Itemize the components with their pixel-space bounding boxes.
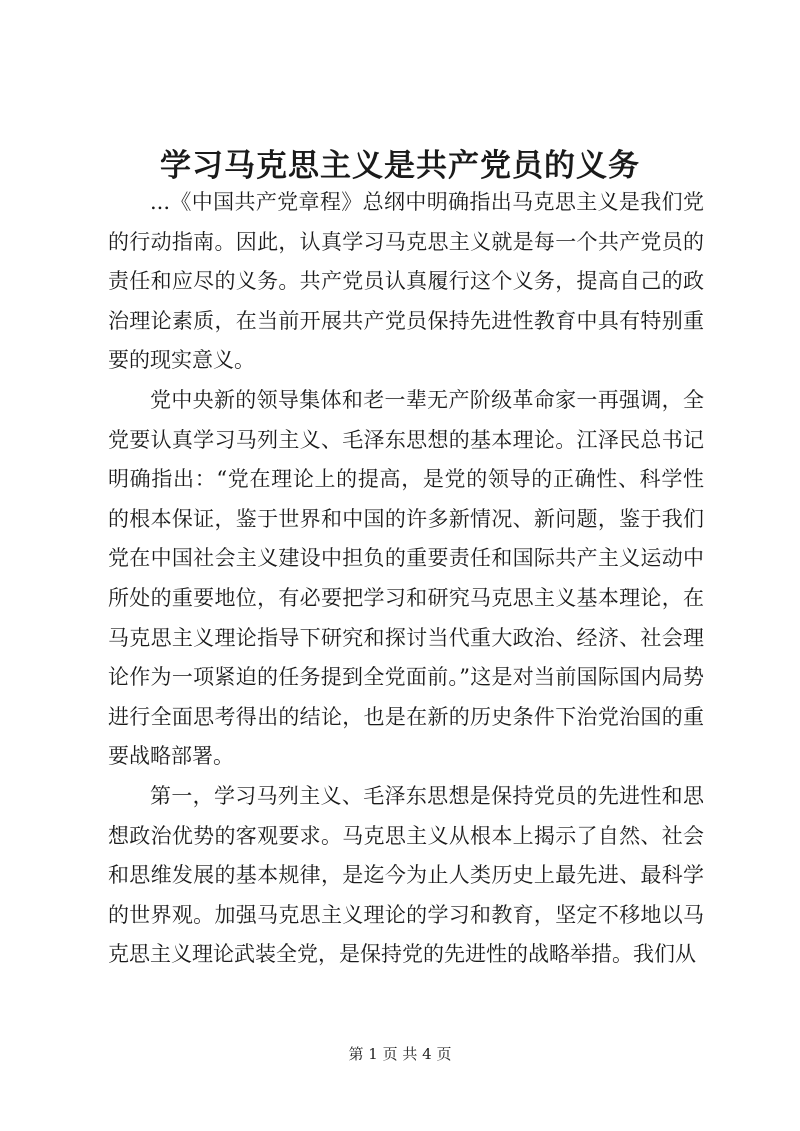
paragraph-3: 第一，学习马列主义、毛泽东思想是保持党员的先进性和思想政治优势的客观要求。马克思主义从根本上揭示了自然、社会和思维发展的基本规律，是迄今为止人类历史上最先进、最科学的世界观。加强马克思主义理论的学习和教育，坚定不移地以马克思主义理论武装全党，是保持党的先进性的战略举措。我们从 [108, 783, 704, 967]
document-title: 学习马克思主义是共产党员的义务 [160, 148, 640, 184]
paragraph-1: ...《中国共产党章程》总纲中明确指出马克思主义是我们党的行动指南。因此，认真学习马克思主义就是每一个共产党员的责任和应尽的义务。共产党员认真履行这个义务，提高自己的政治理论素质，在当前开展共产党员保持先进性教育中具有特别重要的现实意义。 [108, 190, 704, 373]
paragraph-2: 党中央新的领导集体和老一辈无产阶级革命家一再强调，全党要认真学习马列主义、毛泽东思想的基本理论。江泽民总书记明确指出：“党在理论上的提高，是党的领导的正确性、科学性的根本保证，鉴于世界和中国的许多新情况、新问题，鉴于我们党在中国社会主义建设中担负的重要责任和国际共产主义运动中所处的重要地位，有必要把学习和研究马克思主义基本理论，在马克思主义理论指导下研究和探讨当代重大政治、经济、社会理论作为一项紧迫的任务提到全党面前。”这是对当前国际国内局势进行全面思考得出的结论，也是在新的历史条件下治党治国的重要战略部署。 [108, 387, 704, 769]
document-body [108, 183, 704, 975]
page-number: 第 1 页 共 4 页 [348, 1045, 452, 1063]
page-footer [0, 1043, 800, 1064]
